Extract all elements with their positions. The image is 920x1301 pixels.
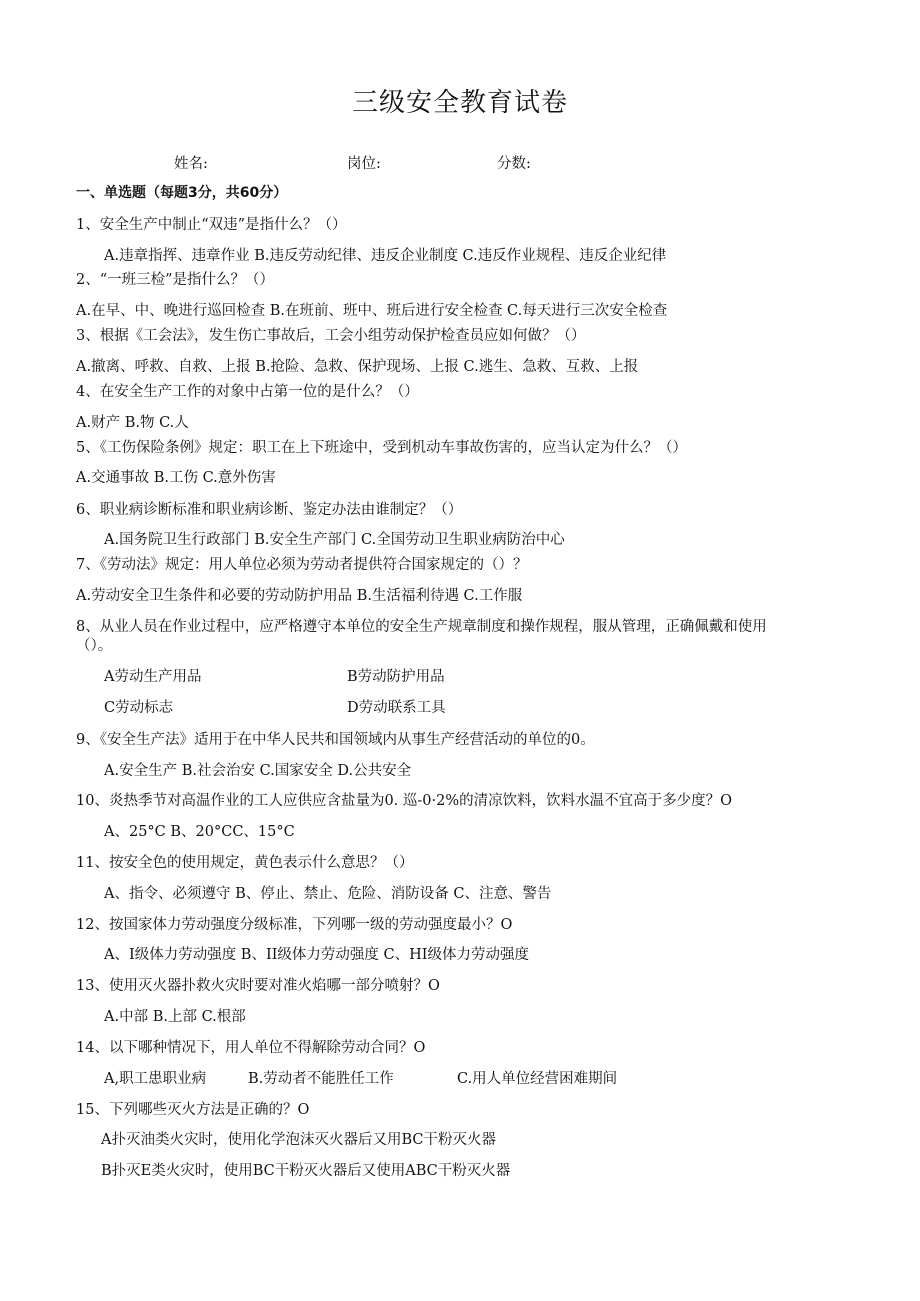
question-14-option-a: A,职工患职业病 (104, 1071, 207, 1087)
question-8-option-b: B劳动防护用品 (347, 669, 445, 685)
question-5-options: A.交通事故 B.工伤 C.意外伤害 (76, 470, 276, 486)
question-14-option-b: B.劳动者不能胜任工作 (248, 1071, 394, 1087)
question-12-options: A、I级体力劳动强度 B、II级体力劳动强度 C、HI级体力劳动强度 (104, 947, 529, 963)
question-8-option-a: A劳动生产用品 (104, 669, 202, 685)
question-9-options: A.安全生产 B.社会治安 C.国家安全 D.公共安全 (104, 763, 412, 779)
question-12-stem: 12、按国家体力劳动强度分级标准，下列哪一级的劳动强度最小？O (76, 917, 513, 933)
question-8-option-c: C劳动标志 (104, 700, 174, 716)
question-10-stem: 10、炎热季节对高温作业的工人应供应含盐量为0. 巡-0·2%的清凉饮料，饮料水温不宜高于多少度？O (76, 793, 733, 809)
question-1-stem: 1、安全生产中制止“双违”是指什么？（） (76, 217, 347, 233)
question-2-options: A.在早、中、晚进行巡回检查 B.在班前、班中、班后进行安全检查 C.每天进行三次安全检查 (76, 303, 668, 319)
question-2-stem: 2、“一班三检”是指什么？（） (76, 272, 275, 288)
score-label: 分数: (497, 156, 531, 172)
question-14-option-c: C.用人单位经营困难期间 (457, 1071, 618, 1087)
question-7-options: A.劳动安全卫生条件和必要的劳动防护用品 B.生活福利待遇 C.工作服 (76, 588, 523, 604)
question-1-options: A.违章指挥、违章作业 B.违反劳动纪律、违反企业制度 C.违反作业规程、违反企业纪律 (104, 248, 667, 264)
question-11-stem: 11、按安全色的使用规定，黄色表示什么意思？（） (76, 855, 414, 871)
position-label: 岗位: (347, 156, 381, 172)
exam-title: 三级安全教育试卷 (351, 88, 568, 118)
question-10-options: A、25°C B、20°CC、15°C (104, 824, 295, 840)
question-6-options: A.国务院卫生行政部门 B.安全生产部门 C.全国劳动卫生职业病防治中心 (104, 532, 565, 548)
question-9-stem: 9、《安全生产法》适用于在中华人民共和国领域内从事生产经营活动的单位的0。 (76, 732, 595, 748)
question-3-stem: 3、根据《工会法》，发生伤亡事故后，工会小组劳动保护检查员应如何做？（） (76, 328, 586, 344)
question-8-stem: 8、从业人员在作业过程中，应严格遵守本单位的安全生产规章制度和操作规程，服从管理，正确佩戴和使用 (76, 619, 767, 635)
name-label: 姓名: (174, 156, 208, 172)
question-13-options: A.中部 B.上部 C.根部 (104, 1009, 246, 1025)
question-5-stem: 5、《工伤保险条例》规定：职工在上下班途中，受到机动车事故伤害的，应当认定为什么？（） (76, 440, 687, 456)
question-8-option-d: D劳动联系工具 (347, 700, 446, 716)
question-4-options: A.财产 B.物 C.人 (76, 415, 189, 431)
question-14-stem: 14、以下哪种情况下，用人单位不得解除劳动合同？O (76, 1040, 426, 1056)
question-6-stem: 6、职业病诊断标准和职业病诊断、鉴定办法由谁制定？（） (76, 502, 463, 518)
question-15-option-b: B扑灭E类火灾时，使用BC干粉灭火器后又使用ABC干粉灭火器 (101, 1163, 511, 1179)
question-15-option-a: A扑灭油类火灾时，使用化学泡沫灭火器后又用BC干粉灭火器 (101, 1132, 496, 1148)
question-11-options: A、指令、必须遵守 B、停止、禁止、危险、消防设备 C、注意、警告 (104, 886, 552, 902)
question-7-stem: 7、《劳动法》规定：用人单位必须为劳动者提供符合国家规定的（）？ (76, 557, 528, 573)
question-13-stem: 13、使用灭火器扑救火灾时要对准火焰哪一部分喷射？O (76, 978, 440, 994)
question-3-options: A.撤离、呼救、自救、上报 B.抢险、急救、保护现场、上报 C.逃生、急救、互救、上报 (76, 359, 639, 375)
question-8-stem-cont: （）。 (76, 638, 113, 654)
question-15-stem: 15、下列哪些灭火方法是正确的？O (76, 1102, 310, 1118)
section-heading: 一、单选题（每题3分，共60分） (76, 185, 288, 201)
question-4-stem: 4、在安全生产工作的对象中占第一位的是什么？（） (76, 384, 419, 400)
